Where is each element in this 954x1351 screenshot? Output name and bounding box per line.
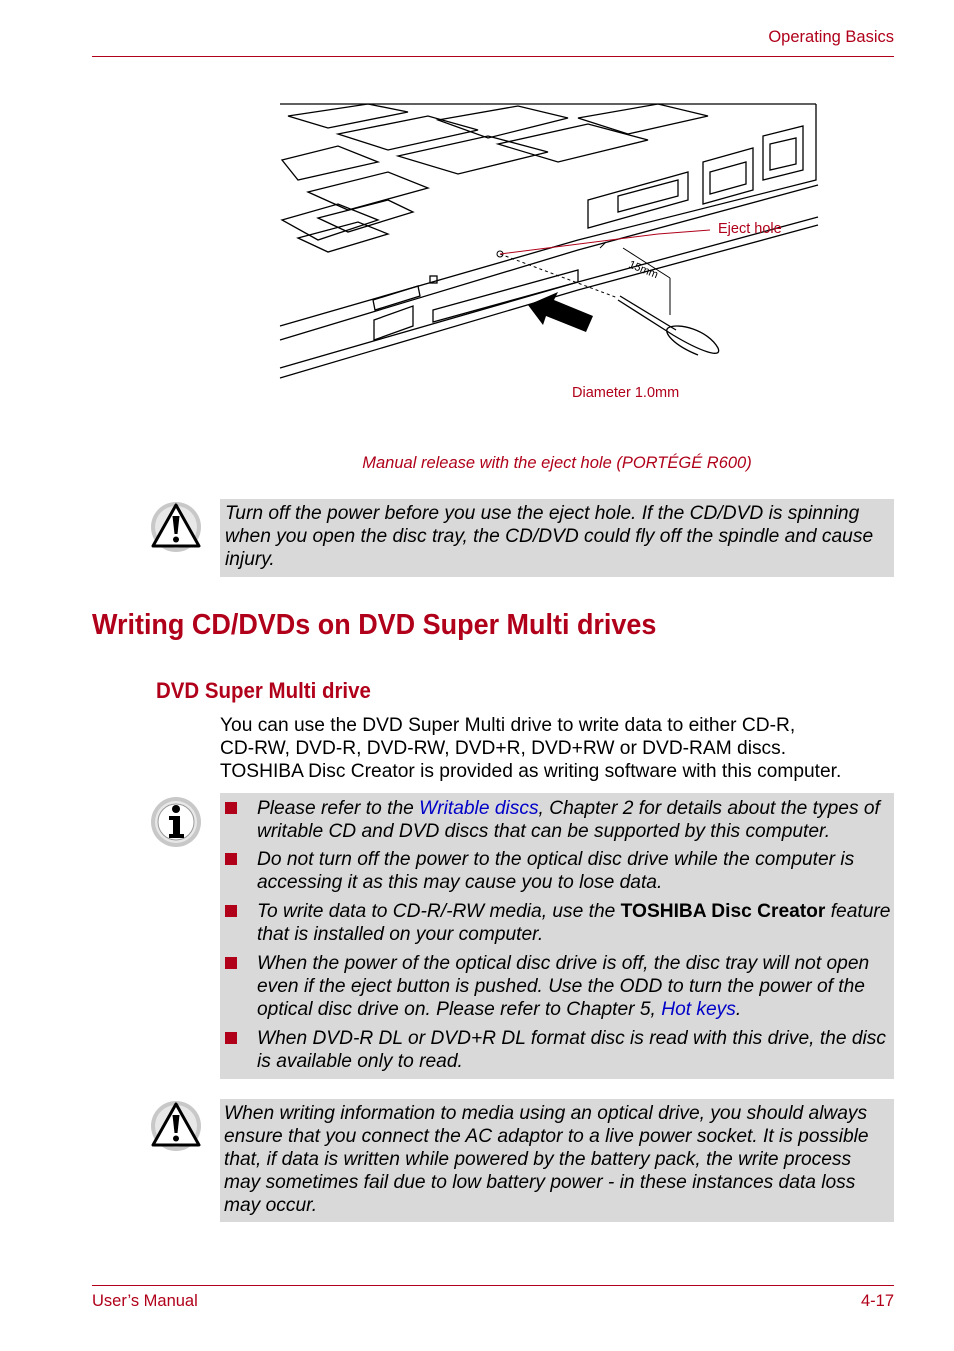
warning-triangle-icon (150, 1100, 202, 1152)
bullet-square-icon (225, 905, 237, 917)
eject-hole-illustration (278, 100, 838, 385)
caution-text: Turn off the power before you use the eject hole. If the CD/DVD is spinning when you open the disc tray, the CD/DVD could fly off the spindle and cause injury. (225, 503, 874, 570)
subsection-title: DVD Super Multi drive (156, 678, 371, 703)
laptop-drawing (280, 104, 818, 378)
note-item-text: To write data to CD-R/-RW media, use the TOSHIBA Disc Creator feature that is installed on your computer. (257, 901, 891, 945)
bullet-square-icon (225, 853, 237, 865)
header-section-title: Operating Basics (768, 28, 894, 46)
info-icon (150, 796, 202, 848)
eject-hole-label: Eject hole (718, 221, 782, 237)
footer-manual-title: User’s Manual (92, 1292, 198, 1310)
caution-text: When writing information to media using an optical drive, you should always ensure that you connect the AC adaptor to a live power socket. It is possible that, if data is written while powered by the battery pack, the write process may sometimes fail due to low battery power - in these instances data loss may occur. (224, 1103, 869, 1216)
paragraph-line: TOSHIBA Disc Creator is provided as writing software with this computer. (220, 761, 842, 782)
push-arrow-icon (528, 292, 593, 332)
page-number: 4-17 (860, 1292, 894, 1310)
footer-rule (92, 1285, 894, 1286)
writable-discs-link[interactable]: Writable discs (419, 798, 539, 819)
section-title: Writing CD/DVDs on DVD Super Multi drives (92, 609, 657, 641)
caution-box-eject (220, 499, 894, 577)
note-item-text: When the power of the optical disc drive is off, the disc tray will not open even if the eject button is pushed. Use the ODD to turn the power of the optical disc drive on. Please refer to Chapter 5, Hot keys. (257, 953, 870, 1020)
bullet-square-icon (225, 802, 237, 814)
bullet-square-icon (225, 1032, 237, 1044)
figure-caption: Manual release with the eject hole (PORTÉGÉ R600) (362, 454, 752, 472)
paragraph-line: You can use the DVD Super Multi drive to write data to either CD-R, (220, 715, 796, 736)
diameter-label: Diameter 1.0mm (572, 385, 680, 401)
dimension-label: 15mm (626, 258, 660, 282)
note-item-text: Please refer to the Writable discs, Chapter 2 for details about the types of writable CD and DVD discs that can be supported by this computer. (257, 798, 880, 842)
note-item-text: When DVD-R DL or DVD+R DL format disc is read with this drive, the disc is available only to read. (257, 1028, 886, 1072)
header-rule (92, 56, 894, 57)
paragraph-line: CD-RW, DVD-R, DVD-RW, DVD+R, DVD+RW or DVD-RAM discs. (220, 738, 787, 759)
note-item-text: Do not turn off the power to the optical disc drive while the computer is accessing it as this may cause you to lose data. (257, 849, 855, 893)
warning-triangle-icon (150, 501, 202, 553)
hot-keys-link[interactable]: Hot keys (661, 999, 736, 1020)
intro-paragraph (220, 714, 900, 783)
caution-box-power (220, 1099, 894, 1222)
bullet-square-icon (225, 957, 237, 969)
